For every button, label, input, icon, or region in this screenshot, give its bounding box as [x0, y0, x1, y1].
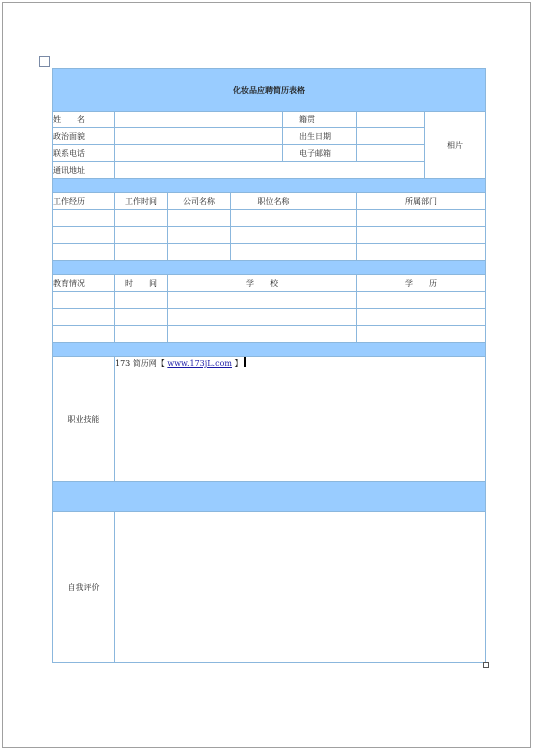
photo-cell[interactable]: 相片 [425, 112, 486, 179]
skills-label: 职业技能 [53, 357, 115, 482]
work-cell[interactable] [357, 210, 486, 227]
birth-field[interactable] [357, 128, 425, 145]
work-header-experience: 工作经历 [53, 193, 115, 210]
origin-field[interactable] [357, 112, 425, 128]
section-band [53, 261, 486, 275]
address-field[interactable] [115, 162, 425, 179]
work-cell[interactable] [168, 210, 231, 227]
edu-cell[interactable] [357, 292, 486, 309]
phone-field[interactable] [115, 145, 283, 162]
text-cursor [244, 357, 246, 367]
name-field[interactable] [115, 112, 283, 128]
origin-label: 籍贯 [283, 112, 357, 128]
form-title: 化妆品应聘简历表格 [53, 69, 486, 112]
skills-text-suffix: 】 [234, 359, 243, 368]
edu-cell[interactable] [357, 326, 486, 343]
table-move-handle-icon[interactable] [39, 56, 50, 67]
work-cell[interactable] [357, 227, 486, 244]
edu-header-education: 教育情况 [53, 275, 115, 292]
work-cell[interactable] [115, 244, 168, 261]
resume-table [52, 68, 486, 663]
work-cell[interactable] [231, 244, 357, 261]
edu-cell[interactable] [115, 326, 168, 343]
edu-header-degree: 学 历 [357, 275, 486, 292]
edu-cell[interactable] [53, 326, 115, 343]
table-resize-handle-icon[interactable] [483, 662, 489, 668]
work-cell[interactable] [168, 244, 231, 261]
work-header-department: 所属部门 [357, 193, 486, 210]
work-cell[interactable] [53, 210, 115, 227]
email-field[interactable] [357, 145, 425, 162]
work-cell[interactable] [168, 227, 231, 244]
edu-cell[interactable] [168, 292, 357, 309]
work-cell[interactable] [53, 244, 115, 261]
edu-header-time: 时 间 [115, 275, 168, 292]
edu-cell[interactable] [115, 309, 168, 326]
edu-cell[interactable] [168, 309, 357, 326]
edu-cell[interactable] [168, 326, 357, 343]
table-row [53, 309, 486, 326]
skills-content[interactable] [115, 357, 486, 482]
table-row [53, 210, 486, 227]
name-label: 姓 名 [53, 112, 115, 128]
work-cell[interactable] [231, 210, 357, 227]
work-header-position: 职位名称 [231, 193, 357, 210]
table-row [53, 292, 486, 309]
section-band [53, 343, 486, 357]
edu-cell[interactable] [115, 292, 168, 309]
edu-cell[interactable] [357, 309, 486, 326]
birth-label: 出生日期 [283, 128, 357, 145]
skills-text-prefix: 173 简历网【 [115, 359, 165, 368]
work-cell[interactable] [231, 227, 357, 244]
political-field[interactable] [115, 128, 283, 145]
table-row [53, 227, 486, 244]
work-cell[interactable] [115, 210, 168, 227]
self-eval-label: 自我评价 [53, 512, 115, 663]
self-eval-content[interactable] [115, 512, 486, 663]
work-cell[interactable] [357, 244, 486, 261]
section-band [53, 179, 486, 193]
section-band [53, 482, 486, 512]
work-header-company: 公司名称 [168, 193, 231, 210]
phone-label: 联系电话 [53, 145, 115, 162]
edu-cell[interactable] [53, 292, 115, 309]
work-cell[interactable] [53, 227, 115, 244]
site-link[interactable]: www.173jL.com [167, 359, 232, 368]
table-row [53, 326, 486, 343]
email-label: 电子邮箱 [283, 145, 357, 162]
edu-header-school: 学 校 [168, 275, 357, 292]
work-cell[interactable] [115, 227, 168, 244]
edu-cell[interactable] [53, 309, 115, 326]
address-label: 通讯地址 [53, 162, 115, 179]
table-row [53, 244, 486, 261]
work-header-time: 工作时间 [115, 193, 168, 210]
political-label: 政治面貌 [53, 128, 115, 145]
